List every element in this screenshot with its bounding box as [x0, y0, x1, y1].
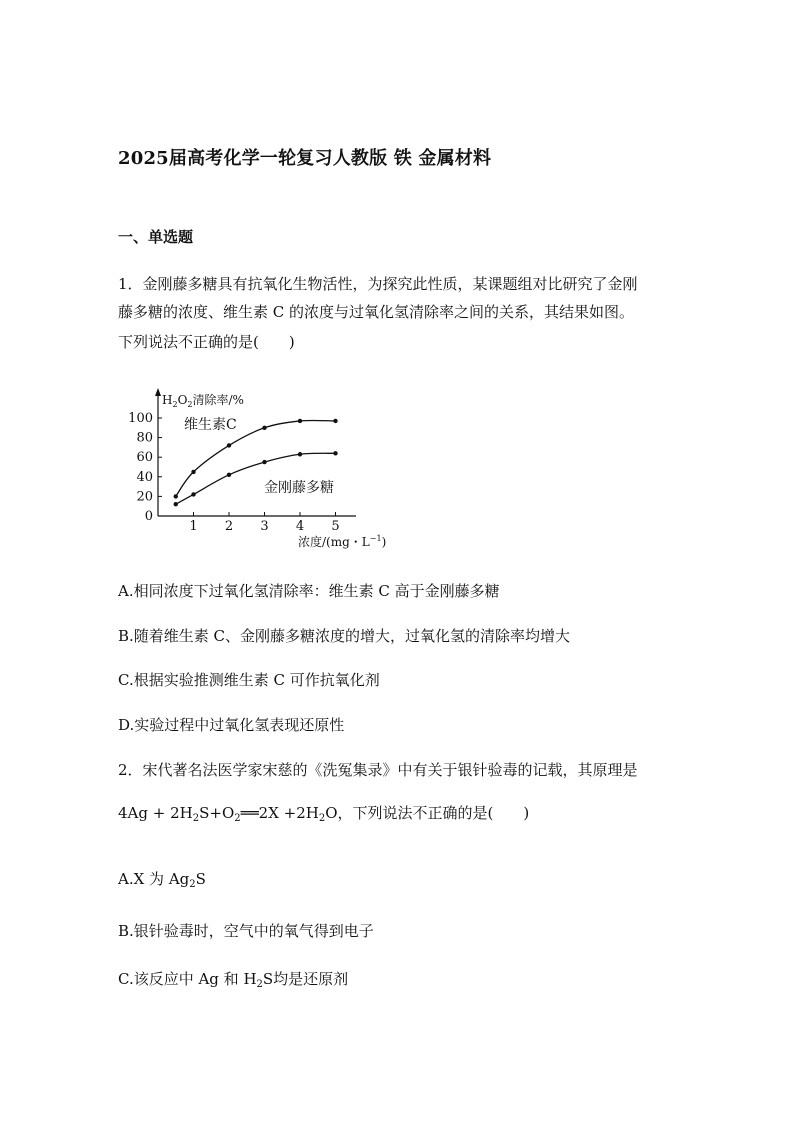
q1-option-c[interactable]: C.根据实验推测维生素 C 可作抗氧化剂: [118, 671, 380, 689]
vitamin-c-point: [262, 426, 266, 430]
q2-option-b[interactable]: B.银针验毒时，空气中的氧气得到电子: [118, 922, 374, 940]
vitamin-c-point: [174, 494, 178, 498]
polysaccharide-point: [227, 473, 231, 477]
q1-stem-line3: 下列说法不正确的是( ): [118, 333, 295, 351]
vitamin-c-point: [191, 470, 195, 474]
polysaccharide-point: [191, 492, 195, 496]
q2-stem-line1: 2．宋代著名法医学家宋慈的《洗冤集录》中有关于银针验毒的记载，其原理是: [118, 761, 638, 779]
q2-option-a[interactable]: A.X 为 $Ag_2S$: [118, 870, 206, 890]
h2o2-clearance-chart: [128, 382, 418, 560]
page-title: 2025届高考化学一轮复习人教版 铁 金属材料: [118, 148, 492, 169]
y-tick-label: 60: [136, 450, 153, 466]
polysaccharide-point: [174, 502, 178, 506]
q2-reaction-formula: $4Ag + 2H_2S+O_2══2X +2H_2O$，下列说法不正确的是( ): [118, 804, 530, 824]
q1-stem-line2: 藤多糖的浓度、维生素 C 的浓度与过氧化氢清除率之间的关系，其结果如图。: [118, 303, 635, 321]
polysaccharide-point: [262, 460, 266, 464]
section-heading: 一、单选题: [118, 228, 194, 246]
q1-option-a[interactable]: A.相同浓度下过氧化氢清除率：维生素 C 高于金刚藤多糖: [118, 582, 500, 600]
polysaccharide-point: [333, 451, 337, 455]
y-tick-label: 100: [128, 411, 153, 426]
q1-option-b[interactable]: B.随着维生素 C、金刚藤多糖浓度的增大，过氧化氢的清除率均增大: [118, 627, 571, 645]
q1-option-d[interactable]: D.实验过程中过氧化氢表现还原性: [118, 716, 345, 734]
y-tick-label: 20: [136, 489, 153, 505]
polysaccharide-curve: [176, 453, 336, 504]
series-label-vitamin-c: 维生素C: [184, 417, 237, 433]
x-tick-label: 3: [260, 519, 269, 534]
x-tick-label: 1: [189, 519, 198, 534]
x-tick-label: 5: [331, 519, 340, 534]
vitamin-c-point: [298, 419, 302, 423]
x-axis-label: 浓度/(mg・$L^{-1}$): [298, 534, 387, 549]
y-tick-label: 40: [136, 469, 153, 485]
q1-stem-line1: 1．金刚藤多糖具有抗氧化生物活性，为探究此性质，某课题组对比研究了金刚: [118, 275, 638, 293]
vitamin-c-point: [333, 419, 337, 423]
vitamin-c-point: [227, 443, 231, 447]
q2-option-c[interactable]: C.该反应中 Ag 和 $H_2S$均是还原剂: [118, 970, 349, 990]
y-tick-label: 0: [144, 509, 153, 524]
y-axis-arrow: [155, 388, 161, 396]
x-tick-label: 4: [295, 519, 305, 534]
series-label-polysaccharide: 金刚藤多糖: [264, 480, 334, 496]
polysaccharide-point: [298, 452, 302, 456]
y-tick-label: 80: [136, 430, 153, 446]
x-tick-label: 2: [224, 519, 234, 534]
y-axis-label: $H_2O_2$清除率/%: [162, 393, 244, 409]
